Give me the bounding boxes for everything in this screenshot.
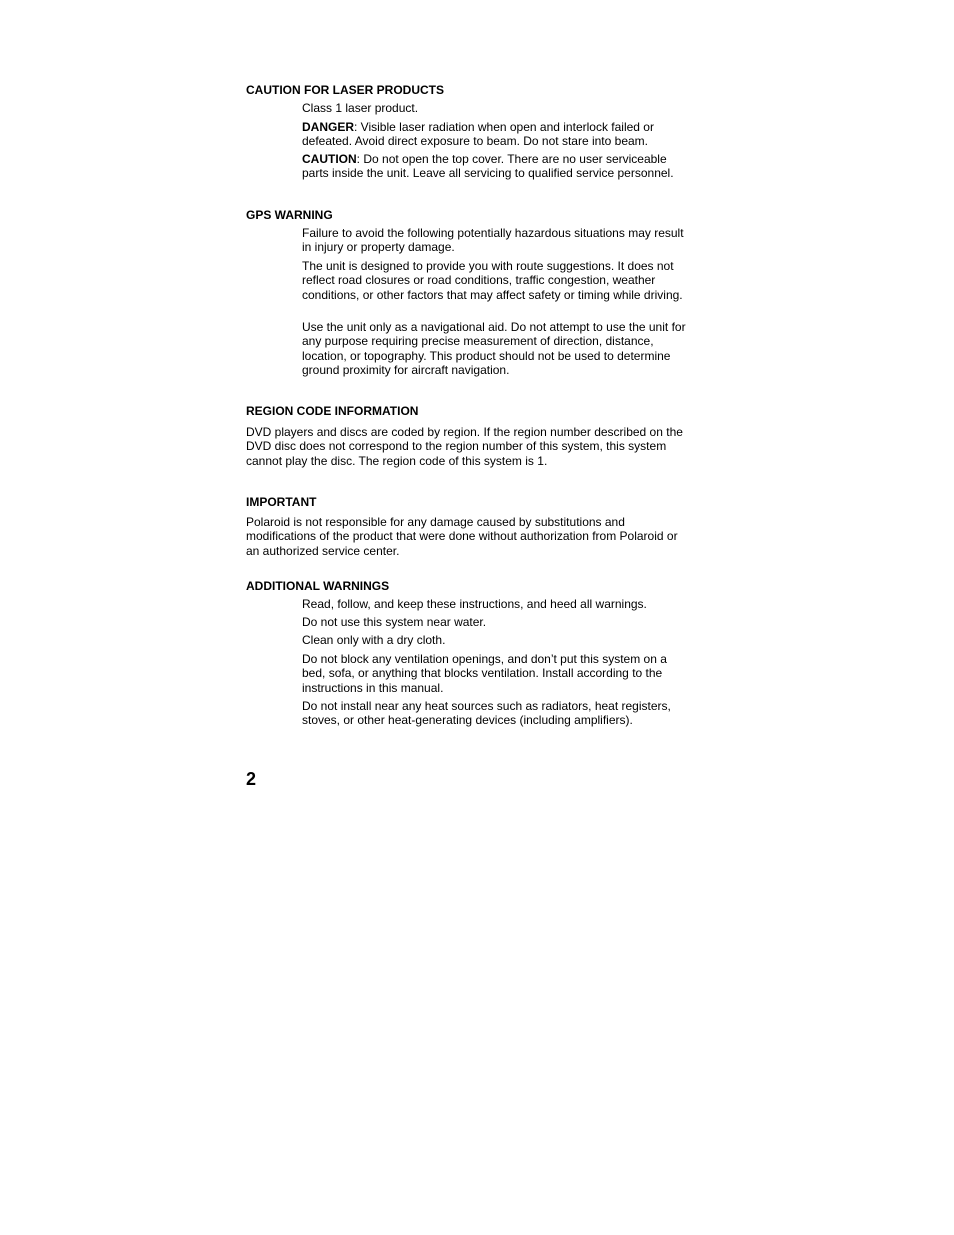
page-number: 2 [246,769,257,789]
important-heading: IMPORTANT [246,495,317,509]
danger-text: : Visible laser radiation when open and interlock failed or defeated. Avoid direct exposure to beam. Do not stare into beam. [302,120,654,149]
additional-warning-item: Do not use this system near water. [302,615,487,629]
additional-warning-item: Clean only with a dry cloth. [302,633,446,647]
laser-danger-paragraph [302,120,692,149]
additional-warning-item: Do not install near any heat sources such as radiators, heat registers, stoves, or other heat-generating devices (including amplifiers). [302,699,671,728]
caution-label: CAUTION [302,152,357,166]
additional-warning-item: Do not block any ventilation openings, and don’t put this system on a bed, sofa, or anything that blocks ventilation. Install according to the instructions in this manual. [302,652,667,695]
danger-label: DANGER [302,120,355,134]
region-code-text: DVD players and discs are coded by region. If the region number described on the DVD disc does not correspond to the region number of this system, this system cannot play the disc. The region code of this system is 1. [246,425,683,468]
laser-class-text: Class 1 laser product. [302,101,419,115]
caution-text: : Do not open the top cover. There are no user serviceable parts inside the unit. Leave all servicing to qualified service personnel. [302,152,674,181]
laser-caution-paragraph [302,152,692,181]
gps-paragraph: Use the unit only as a navigational aid. Do not attempt to use the unit for any purpose requiring precise measurement of direction, distance, location, or topography. This product should not be used to determine ground proximity for aircraft navigation. [302,320,686,378]
gps-paragraph: Failure to avoid the following potentially hazardous situations may result in injury or property damage. [302,226,684,255]
important-text: Polaroid is not responsible for any damage caused by substitutions and modifications of the product that were done without authorization from Polaroid or an authorized service center. [246,515,678,558]
gps-paragraph: The unit is designed to provide you with route suggestions. It does not reflect road closures or road conditions, traffic congestion, weather conditions, or other factors that may affect safety or timing while driving. [302,259,683,302]
gps-warning-heading: GPS WARNING [246,208,333,222]
region-code-heading: REGION CODE INFORMATION [246,404,419,418]
additional-warning-item: Read, follow, and keep these instructions, and heed all warnings. [302,597,647,611]
laser-caution-heading: CAUTION FOR LASER PRODUCTS [246,83,444,97]
additional-warnings-heading: ADDITIONAL WARNINGS [246,579,390,593]
